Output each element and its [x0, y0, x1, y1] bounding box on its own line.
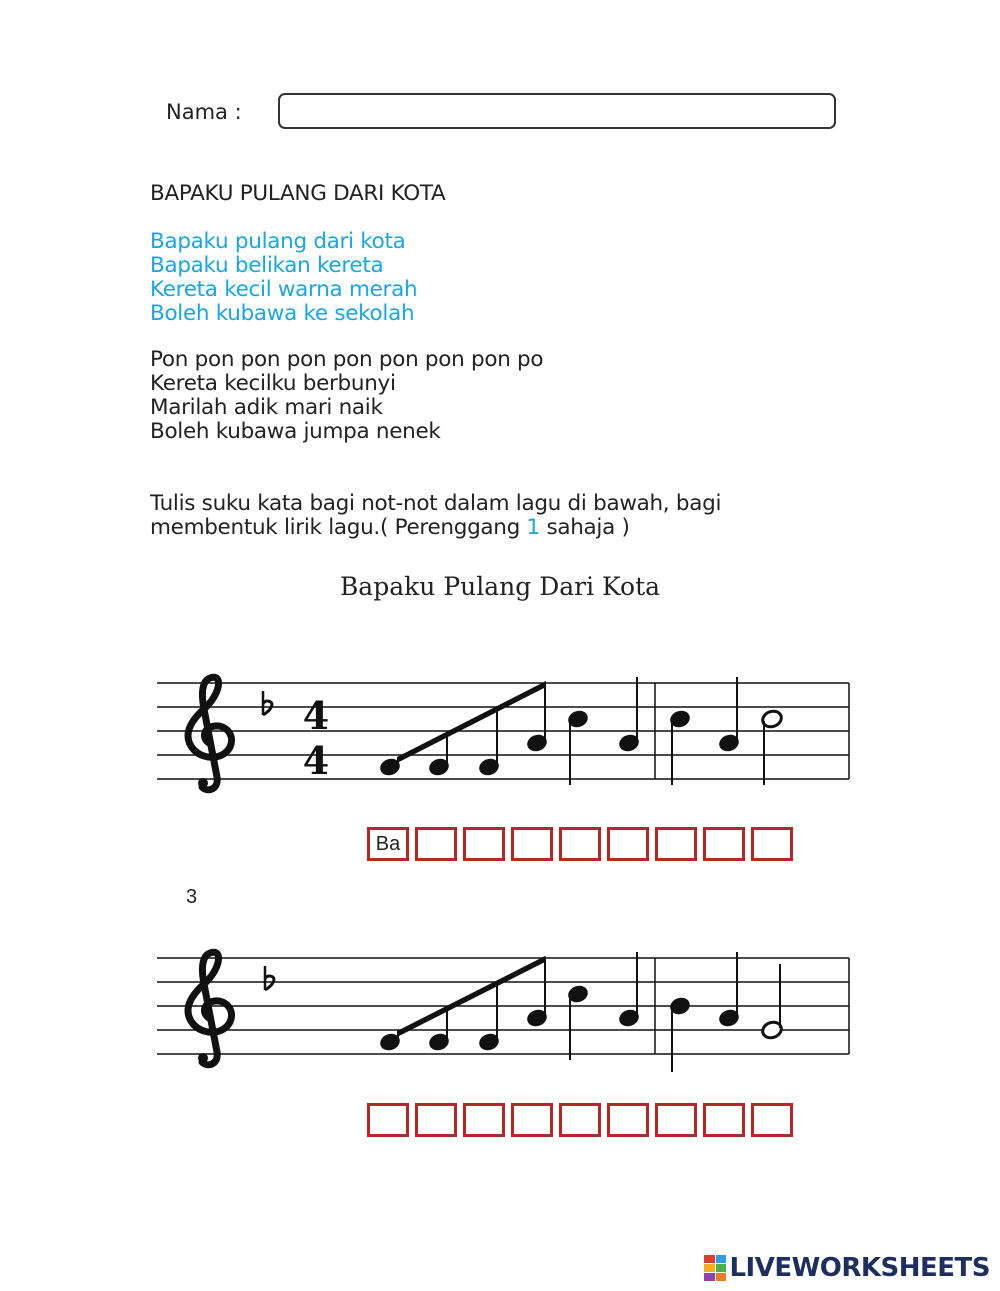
verse-2-line: Kereta kecilku berbunyi [150, 371, 396, 396]
syllable-answer-box[interactable] [703, 827, 745, 861]
note [718, 952, 741, 1028]
note [567, 709, 590, 785]
note [718, 677, 741, 753]
flat-sign [263, 691, 272, 715]
beam [397, 681, 546, 763]
instruction-line-2-start: membentuk lirik lagu.( Perenggang [150, 515, 527, 540]
time-signature-top: 4 [302, 693, 330, 738]
syllable-answer-box[interactable] [511, 1103, 553, 1137]
syllable-answer-box[interactable] [751, 827, 793, 861]
lyrics-heading: BAPAKU PULANG DARI KOTA [150, 181, 446, 206]
liveworksheets-logo [704, 1253, 990, 1283]
syllable-answer-box[interactable] [607, 827, 649, 861]
verse-2-line: Pon pon pon pon pon pon pon pon po [150, 347, 544, 372]
score-title: Bapaku Pulang Dari Kota [339, 572, 661, 601]
note [567, 984, 590, 1060]
verse-1-line: Boleh kubawa ke sekolah [150, 301, 415, 326]
instruction-line-2-end: sahaja ) [539, 515, 630, 540]
measure-number: 3 [186, 886, 198, 908]
verse-1-line: Bapaku belikan kereta [150, 253, 384, 278]
syllable-answer-box[interactable] [463, 827, 505, 861]
syllable-answer-box[interactable] [511, 827, 553, 861]
time-signature-bottom: 4 [302, 738, 330, 783]
note [761, 709, 784, 785]
treble-clef [188, 952, 232, 1064]
logo-text: LIVEWORKSHEETS [729, 1253, 990, 1283]
note [618, 677, 641, 753]
syllable-answer-box[interactable] [367, 827, 409, 861]
syllable-answer-box[interactable] [463, 1103, 505, 1137]
note [618, 952, 641, 1028]
syllable-answer-box[interactable] [415, 1103, 457, 1137]
syllable-answer-box[interactable] [559, 1103, 601, 1137]
name-label: Nama : [166, 100, 242, 124]
verse-2-line: Boleh kubawa jumpa nenek [150, 419, 441, 444]
answer-row-1 [367, 827, 793, 861]
syllable-answer-box[interactable] [655, 1103, 697, 1137]
syllable-answer-box[interactable] [367, 1103, 409, 1137]
answer-row-2 [367, 1103, 793, 1137]
beam [397, 956, 545, 1037]
note [669, 996, 692, 1072]
verse-1-line: Bapaku pulang dari kota [150, 229, 406, 254]
note [379, 757, 402, 778]
verse-2-line: Marilah adik mari naik [150, 395, 383, 420]
syllable-answer-box[interactable] [751, 1103, 793, 1137]
syllable-answer-box[interactable] [607, 1103, 649, 1137]
liveworksheets-logo-icon [704, 1255, 726, 1281]
staff-system-1 [157, 677, 849, 790]
syllable-answer-box[interactable] [559, 827, 601, 861]
paragraph-number: 1 [526, 515, 540, 540]
verse-1-line: Kereta kecil warna merah [150, 277, 418, 302]
note [669, 709, 692, 785]
syllable-answer-box[interactable] [415, 827, 457, 861]
instruction-line-1: Tulis suku kata bagi not-not dalam lagu di bawah, bagi [150, 491, 722, 516]
note [761, 964, 784, 1040]
flat-sign [265, 966, 274, 990]
syllable-answer-box[interactable] [655, 827, 697, 861]
syllable-answer-box[interactable] [703, 1103, 745, 1137]
treble-clef [188, 677, 232, 789]
staff-system-2 [157, 952, 849, 1072]
note [379, 1032, 402, 1053]
